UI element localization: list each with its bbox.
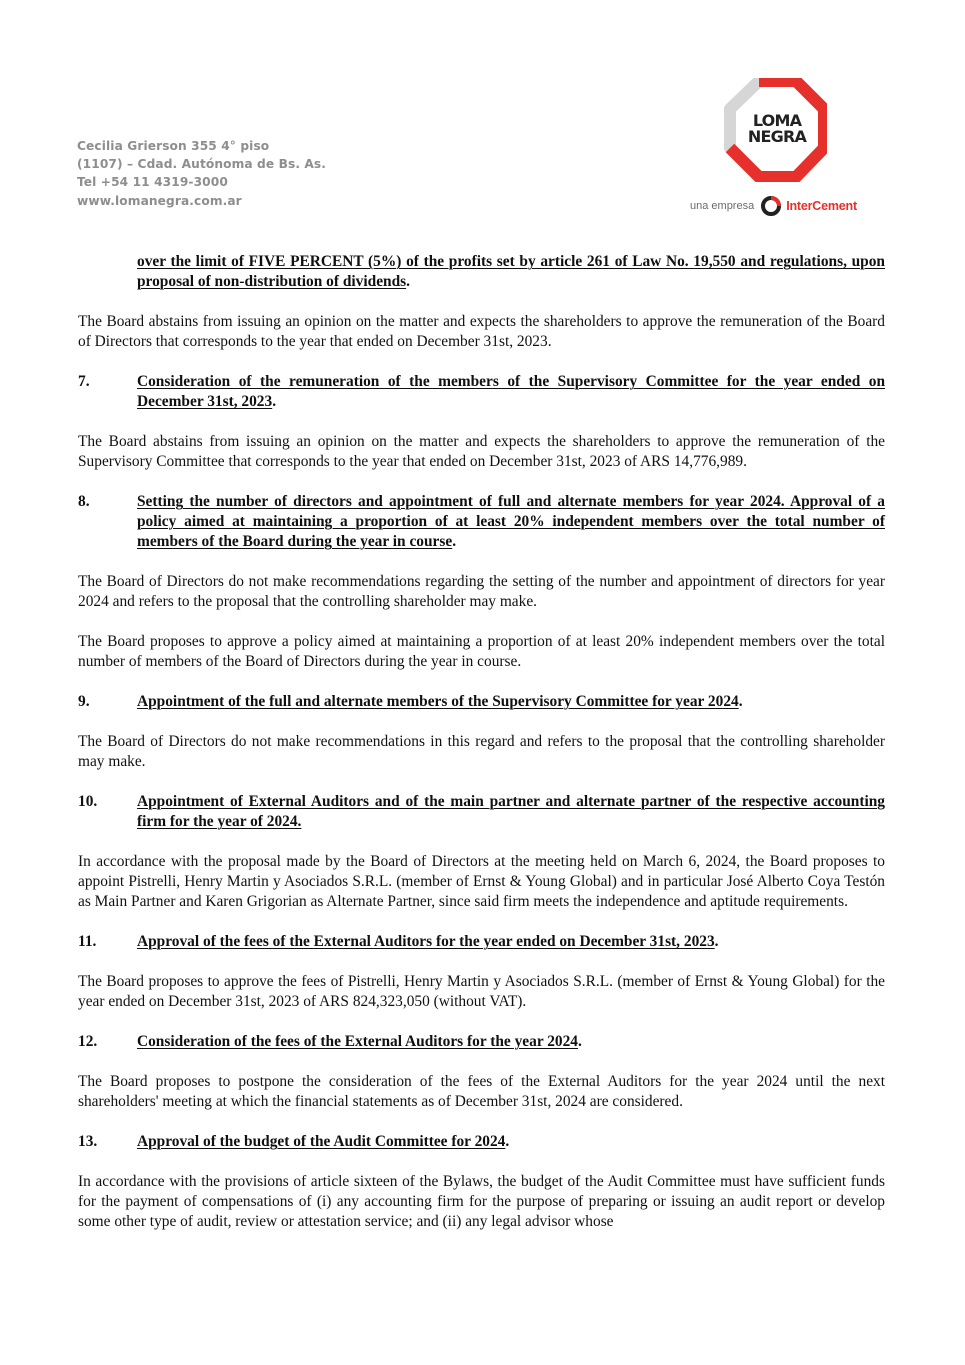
intercement-brand: InterCement (786, 199, 857, 213)
item-6-continuation (137, 252, 885, 292)
company-address (77, 137, 326, 210)
item-title (137, 492, 885, 552)
intercement-ring-icon (760, 195, 782, 217)
item-title-text: Appointment of the full and alternate members of the Supervisory Committee for year 2024 (137, 693, 739, 710)
item-number: 8. (78, 493, 90, 510)
address-street: Cecilia Grierson 355 4° piso (77, 139, 270, 153)
paragraph-item-7: The Board abstains from issuing an opinion on the matter and expects the shareholders to approve the remuneration of the Supervisory Committee that corresponds to the year that ended on December 31st, 2023 of ARS 14,776,989. (78, 433, 885, 470)
tagline-prefix: una empresa (690, 200, 755, 212)
address-city: (1107) – Cdad. Autónoma de Bs. As. (77, 157, 327, 172)
item-title-end: . (578, 1033, 582, 1050)
item-title-text: Approval of the fees of the External Auditors for the year ended on December 31st, 2023 (137, 933, 715, 950)
item-title (137, 1132, 885, 1152)
item-title-text: Approval of the budget of the Audit Committee for 2024 (137, 1133, 506, 1150)
logo-word-negra: NEGRA (747, 127, 807, 146)
item-title-text: Appointment of External Auditors and of the main partner and alternate partner of the respective accounting firm for the year of 2024. (137, 793, 885, 830)
agenda-item-10 (78, 792, 885, 832)
item-title (137, 792, 885, 832)
item-title (137, 372, 885, 412)
paragraph-item-10: In accordance with the proposal made by the Board of Directors at the meeting held on March 6, 2024, the Board proposes to appoint Pistrelli, Henry Martin y Asociados S.R.L. (member of Ernst & Young Global) and in particular José Alberto Coya Testón as Main Partner and Karen Grigorian as Alternate Partner, since said firm meets the independence and aptitude requirements. (78, 853, 885, 910)
item-number: 13. (78, 1133, 98, 1150)
document-body (78, 252, 885, 1252)
item-number: 7. (78, 373, 90, 390)
paragraph-item-13: In accordance with the provisions of article sixteen of the Bylaws, the budget of the Audit Committee must have sufficient funds for the payment of compensations of (i) any accounting firm for the purpose of preparing or issuing an audit report or develop some other type of audit, review or attestation service; and (ii) any legal advisor whose (78, 1173, 885, 1230)
paragraph-item-8b: The Board proposes to approve a policy aimed at maintaining a proportion of at least 20% independent members over the total number of members of the Board of Directors during the year in course. (78, 633, 885, 670)
agenda-item-9 (78, 692, 885, 712)
paragraph-item-8a: The Board of Directors do not make recommendations regarding the setting of the number and appointment of directors for year 2024 and refers to the proposal that the controlling shareholder may make. (78, 573, 885, 610)
item-title-end: . (738, 693, 743, 710)
item-title-text: Setting the number of directors and appointment of full and alternate members for year 2024. Approval of a policy aimed at maintaining a proportion of at least 20% independent members over the total number of members of the Board during the year in course (137, 493, 885, 550)
item-number: 11. (78, 933, 97, 950)
item-number: 12. (78, 1033, 98, 1050)
paragraph-item-12: The Board proposes to postpone the consideration of the fees of the External Auditors for the year 2024 until the next shareholders' meeting at which the financial statements as of December 31st, 2024 are considered. (78, 1073, 885, 1110)
paragraph-item-11: The Board proposes to approve the fees of Pistrelli, Henry Martin y Asociados S.R.L. (member of Ernst & Young Global) for the year ended on December 31st, 2023 of ARS 824,323,050 (without VAT). (78, 973, 885, 1010)
company-logo (684, 78, 864, 223)
address-phone: Tel +54 11 4319-3000 (77, 175, 228, 190)
item-title (137, 1032, 885, 1052)
agenda-item-13 (78, 1132, 885, 1152)
item-title-end: . (452, 533, 457, 550)
item-title (137, 932, 885, 952)
item-title-end: . (714, 933, 719, 950)
item-title-text: Consideration of the remuneration of the members of the Supervisory Committee for the year ended on December 31st, 2023 (137, 373, 885, 410)
item-title (137, 692, 885, 712)
intercement-tagline (690, 195, 857, 217)
item-number: 10. (78, 793, 98, 810)
agenda-item-12 (78, 1032, 885, 1052)
item-title-end: . (505, 1133, 510, 1150)
paragraph-board-remuneration: The Board abstains from issuing an opinion on the matter and expects the shareholders to approve the remuneration of the Board of Directors that corresponds to the year that ended on December 31st, 2023. (78, 313, 885, 350)
agenda-item-11 (78, 932, 885, 952)
item-number: 9. (78, 693, 90, 710)
agenda-item-8 (78, 492, 885, 552)
paragraph-item-9: The Board of Directors do not make recommendations in this regard and refers to the proposal that the controlling shareholder may make. (78, 733, 885, 770)
logo-word-loma: LOMA (752, 111, 802, 130)
address-website[interactable]: www.lomanegra.com.ar (77, 193, 242, 208)
loma-negra-logo-icon (723, 78, 827, 182)
continuation-title: over the limit of FIVE PERCENT (5%) of the profits set by article 261 of Law No. 19,550 and regulations, upon proposal of non-distribution of dividends (137, 253, 885, 290)
continuation-period: . (406, 273, 410, 290)
agenda-item-7 (78, 372, 885, 412)
item-title-text: Consideration of the fees of the External Auditors for the year 2024 (137, 1033, 579, 1050)
item-title-end: . (272, 393, 277, 410)
